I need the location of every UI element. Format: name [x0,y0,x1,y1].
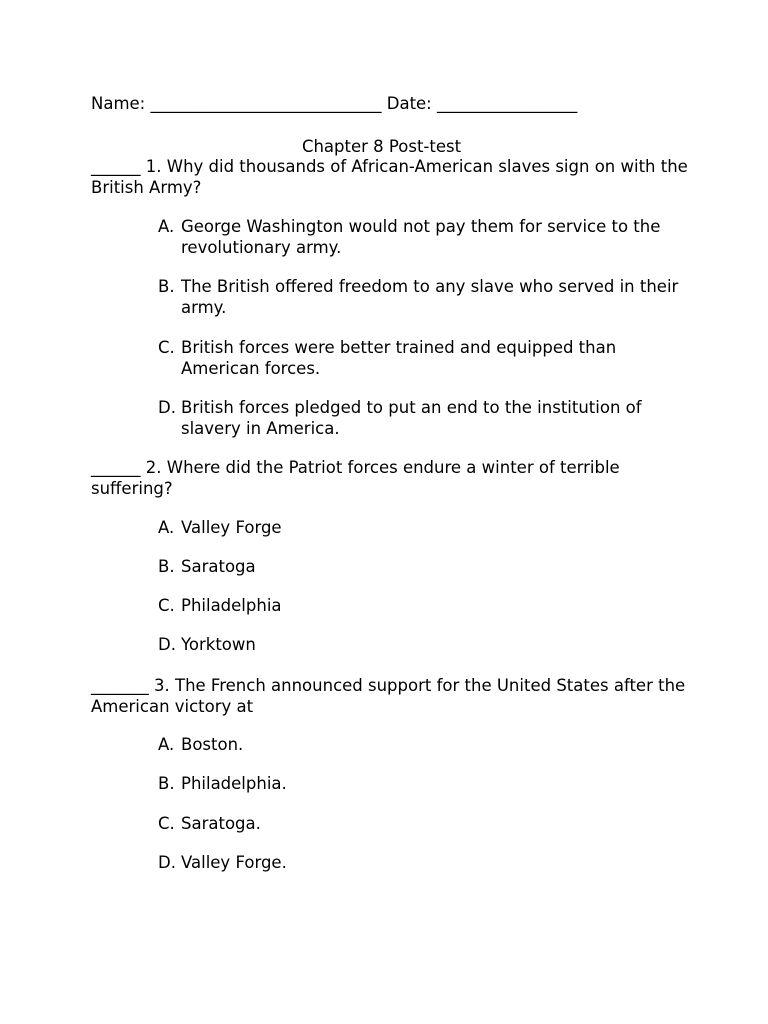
date-blank: _________________ [437,94,578,113]
option-letter: D. [158,635,176,654]
option-text: Philadelphia. [181,774,287,793]
option-text: Valley Forge. [181,853,287,872]
option-letter: D. [158,853,176,872]
question-1 [91,156,691,198]
option-3d [158,852,688,873]
option-2d [158,634,688,655]
option-text: Philadelphia [181,596,282,615]
answer-blank: _______ [91,676,149,695]
option-letter: B. [158,774,175,793]
option-1d [158,397,688,439]
option-letter: B. [158,557,175,576]
option-letter: A. [158,518,175,537]
option-text: George Washington would not pay them for service to the revolutionary army. [181,217,661,257]
option-letter: A. [158,735,175,754]
option-text: Saratoga. [181,814,261,833]
name-label: Name: [91,94,146,113]
option-letter: A. [158,217,175,236]
question-2 [91,457,691,499]
question-number: 1. [145,157,162,176]
option-text: British forces pledged to put an end to the institution of slavery in America. [181,398,642,438]
option-2b [158,556,688,577]
option-letter: C. [158,596,175,615]
option-letter: C. [158,338,175,357]
question-number: 2. [145,458,162,477]
option-3c [158,813,688,834]
question-text: The French announced support for the United States after the American victory at [91,676,686,716]
date-label: Date: [386,94,432,113]
option-text: The British offered freedom to any slave who served in their army. [181,277,679,317]
option-1c [158,337,688,379]
question-number: 3. [154,676,170,695]
option-text: Boston. [181,735,244,754]
question-text: Where did the Patriot forces endure a winter of terrible suffering? [91,458,620,498]
option-text: Yorktown [181,635,256,654]
question-3 [91,675,691,717]
option-text: Saratoga [181,557,256,576]
option-text: Valley Forge [181,518,282,537]
option-3a [158,734,688,755]
option-2a [158,517,688,538]
option-text: British forces were better trained and equipped than American forces. [181,338,617,378]
option-1a [158,216,688,258]
option-letter: B. [158,277,175,296]
option-3b [158,773,688,794]
answer-blank: ______ [91,157,141,176]
page-title: Chapter 8 Post-test [301,137,462,156]
option-2c [158,595,688,616]
option-letter: C. [158,814,175,833]
name-blank: ____________________________ [150,94,382,113]
name-date-line [91,93,577,114]
option-letter: D. [158,398,176,417]
option-1b [158,276,688,318]
question-text: Why did thousands of African-American slaves sign on with the British Army? [91,157,688,197]
answer-blank: ______ [91,458,141,477]
